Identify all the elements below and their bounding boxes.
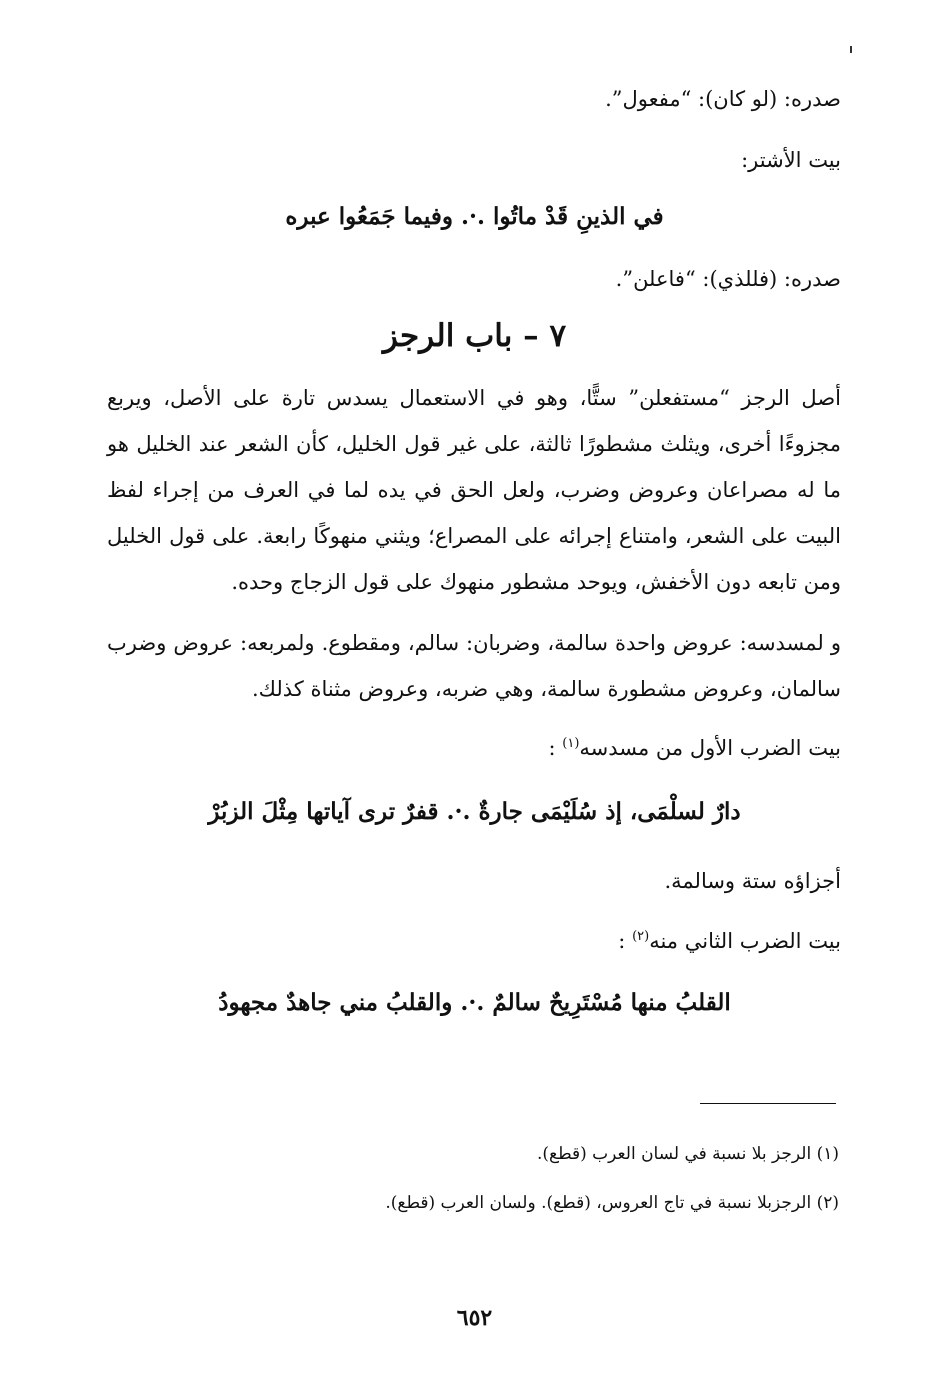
footnote-ref-1: (١) xyxy=(562,736,580,751)
paragraph-1: أصل الرجز “مستفعلن” ستًّا، وهو في الاستعمال يسدس تارة على الأصل، ويربع مجزوءًا أخرى، ويثلث مشطورًا ثالثة، على غير قول الخليل، كأن الشعر عند الخليل هو ما له مصراعان وعروض وضرب، ولعل الحق في يده لما في العرف من إجراء لفظ البيت على الشعر، وامتناع إجرائه على المصراع؛ ويثني منهوكًا رابعة. على قول الخليل ومن تابعه دون الأخفش، ويوحد مشطور منهوك على قول الزجاج وحده. xyxy=(107,386,841,594)
footnote-1: (١) الرجز بلا نسبة في لسان العرب (قطع). xyxy=(536,1144,839,1164)
text-line-beit-ashtar: بيت الأشتر: xyxy=(741,148,841,172)
text-line-beit-1 xyxy=(548,733,841,763)
beit-1-text: بيت الضرب الأول من مسدسه xyxy=(579,736,841,760)
beit-1-colon: : xyxy=(548,736,556,760)
verse-line-2: دارٌ لسلْمَى، إذ سُلَيْمَى جارةٌ .·. قفرٌ ترى آياتها مِثْلَ الزبُرْ xyxy=(208,798,741,825)
footnote-2: (٢) الرجزبلا نسبة في تاج العروس، (قطع). ولسان العرب (قطع). xyxy=(385,1193,839,1213)
scan-mark xyxy=(850,46,852,53)
beit-2-colon: : xyxy=(618,929,626,953)
text-line-ajzaa: أجزاؤه ستة وسالمة. xyxy=(664,869,841,893)
verse-line-1: في الذينِ قَدْ ماتُوا .·. وفيما جَمَعُوا عبره xyxy=(285,203,664,230)
footnote-separator xyxy=(700,1103,836,1104)
text-line-sadr-1: صدره: (لو كان): “مفعول”. xyxy=(605,87,841,111)
section-heading: ٧ – باب الرجز xyxy=(382,318,567,354)
page-number: ٦٥٢ xyxy=(456,1305,493,1331)
beit-2-text: بيت الضرب الثاني منه xyxy=(649,929,841,953)
footnote-ref-2: (٢) xyxy=(632,929,650,944)
verse-line-3: القلبُ منها مُسْتَرِيحٌ سالمٌ .·. والقلبُ مني جاهدٌ مجهودُ xyxy=(218,989,731,1016)
text-line-beit-2 xyxy=(618,926,841,956)
paragraph-2: و لمسدسه: عروض واحدة سالمة، وضربان: سالم، ومقطوع. ولمربعه: عروض وضرب سالمان، وعروض مشطورة سالمة، وهي ضربه، وعروض مثناة كذلك. xyxy=(107,631,841,701)
text-line-sadr-2: صدره: (فللذي): “فاعلن”. xyxy=(615,267,841,291)
